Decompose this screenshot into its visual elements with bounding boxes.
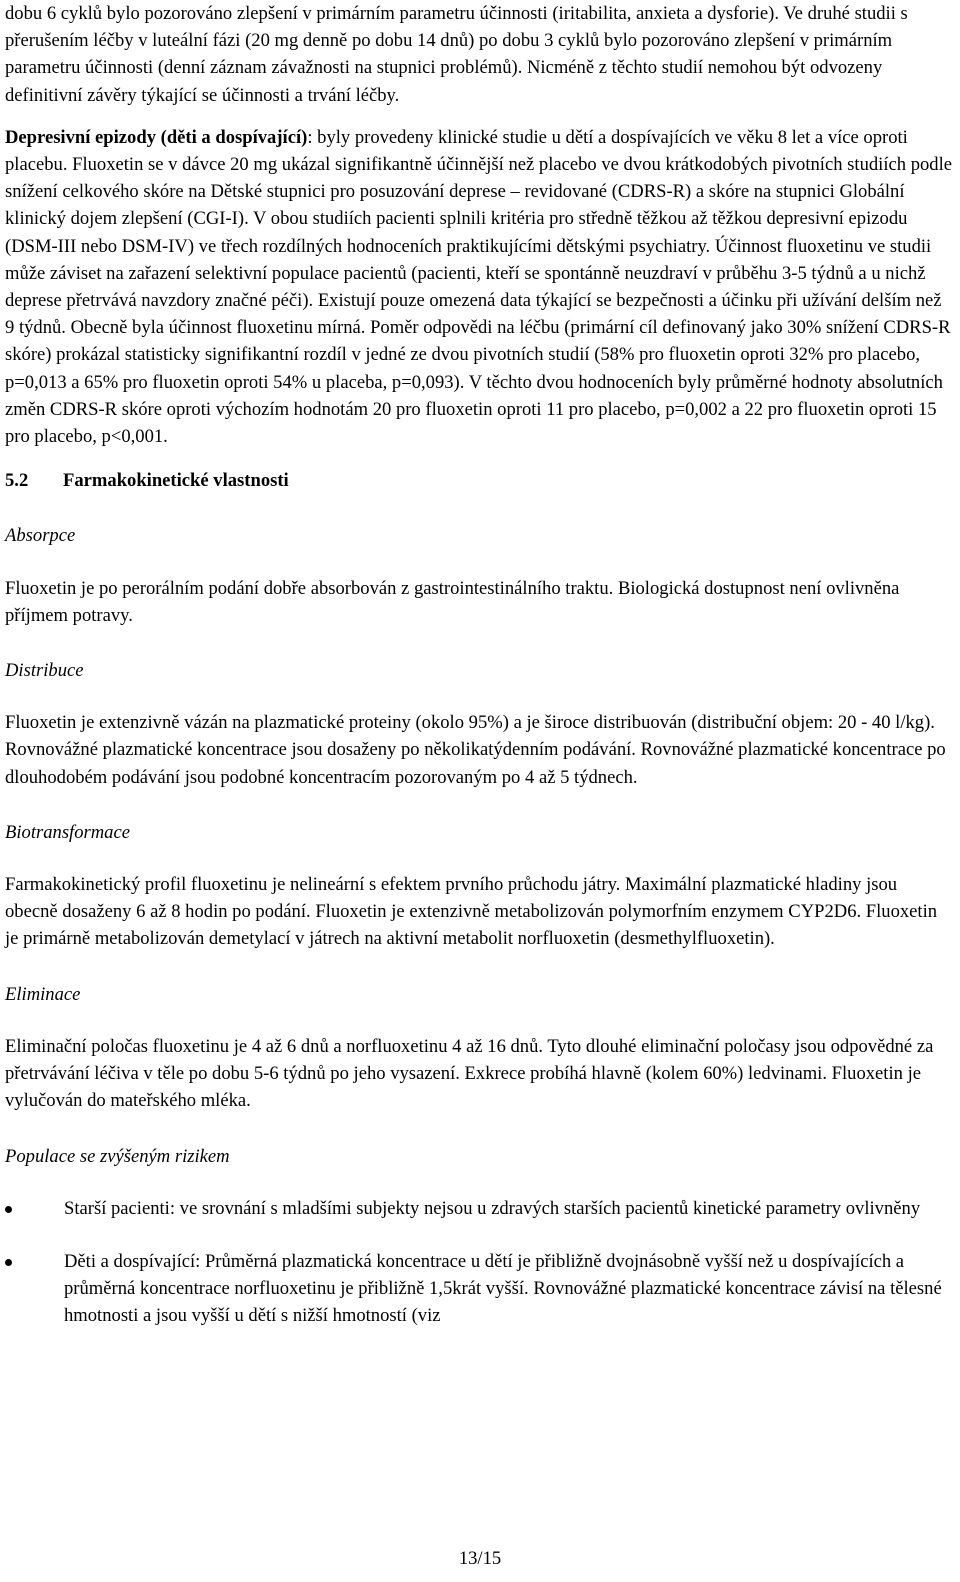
biotransformation-title: Biotransformace — [5, 821, 130, 843]
depression-text: : byly provedeny klinické studie u dětí a dospívajících ve věku 8 let a více oproti placebu. Fluoxetin se v dávce 20 mg ukázal signifikantně účinnější než placebo ve dvou krátkodobých pivotních studiích podle snížení celkového skóre na Dětské stupnici pro posuzování deprese – revidované (CDRS-R) a skóre na stupnici Globální klinický dojem zlepšení (CGI-I). V obou studiích pacienti splnili kritéria pro středně těžkou až těžkou depresivní epizodu (DSM-III nebo DSM-IV) ve třech rozdílných hodnoceních praktikujícími dětskými psychiatry. Účinnost fluoxetinu ve studii může záviset na zařazení selektivní populace pacientů (pacienti, kteří se spontánně neuzdraví v průběhu 3-5 týdnů a u nichž deprese přetrvává navzdory značné péči). Existují pouze omezená data týkající se bezpečnosti a účinku při užívání delším než 9 týdnů. Obecně byla účinnost fluoxetinu mírná. Poměr odpovědi na léčbu (primární cíl definovaný jako 30% snížení CDRS-R skóre) prokázal statisticky signifikantní rozdíl v jedné ze dvou pivotních studií (58% pro fluoxetin oproti 32% pro placebo, p=0,013 a 65% pro fluoxetin oproti 54% u placeba, p=0,093). V těchto dvou hodnoceních byly průměrné hodnoty absolutních změn CDRS-R skóre oproti výchozím hodnotám 20 pro fluoxetin oproti 11 pro placebo, p=0,002 a 22 pro fluoxetin oproti 15 pro placebo, p<0,001. — [5, 126, 953, 448]
depression-paragraph — [5, 124, 953, 450]
page-number: 13/15 — [458, 1548, 502, 1569]
elimination-title: Eliminace — [5, 983, 81, 1005]
bullet-icon — [5, 1206, 12, 1213]
risk-population-title: Populace se zvýšeným rizikem — [5, 1145, 230, 1167]
distribution-title: Distribuce — [5, 660, 84, 682]
depression-heading: Depresivní epizody (děti a dospívající) — [5, 126, 308, 148]
section-title: Farmakokinetické vlastnosti — [63, 470, 289, 492]
section-number: 5.2 — [5, 470, 29, 492]
document-page — [5, 0, 953, 1330]
intro-paragraph: dobu 6 cyklů bylo pozorováno zlepšení v primárním parametru účinnosti (iritabilita, anxieta a dysforie). Ve druhé studii s přerušením léčby v luteální fázi (20 mg denně po dobu 14 dnů) po dobu 3 cyklů bylo pozorováno zlepšení v primárním parametru účinnosti (denní záznam závažnosti na stupnici problémů). Nicméně z těchto studií nemohou být odvozeny definitivní závěry týkající se účinnosti a trvání léčby. — [5, 3, 908, 106]
list-item — [5, 1195, 953, 1222]
section-heading — [5, 467, 953, 494]
risk-population-list — [5, 1195, 953, 1330]
bullet-icon — [5, 1259, 12, 1266]
distribution-text: Fluoxetin je extenzivně vázán na plazmatické proteiny (okolo 95%) a je široce distribuován (distribuční objem: 20 - 40 l/kg). Rovnovážné plazmatické koncentrace jsou dosaženy po několikatýdenním podávání. Rovnovážné plazmatické koncentrace po dlouhodobém podávání jsou podobné koncentracím pozorovaným po 4 až 5 týdnech. — [5, 712, 946, 788]
elimination-text: Eliminační poločas fluoxetinu je 4 až 6 dnů a norfluoxetinu 4 až 16 dnů. Tyto dlouhé eliminační poločasy jsou odpovědné za přetrvávání léčiva v těle po dobu 5-6 týdnů po jeho vysazení. Exkrece probíhá hlavně (kolem 60%) ledvinami. Fluoxetin je vylučován do mateřského mléka. — [5, 1035, 934, 1112]
list-item — [5, 1248, 953, 1330]
absorption-text: Fluoxetin je po perorálním podání dobře absorbován z gastrointestinálního traktu. Biologická dostupnost není ovlivněna příjmem potravy. — [5, 577, 900, 626]
biotransformation-text: Farmakokinetický profil fluoxetinu je nelineární s efektem prvního průchodu játry. Maximální plazmatické hladiny jsou obecně dosaženy 6 až 8 hodin po podání. Fluoxetin je extenzivně metabolizován polymorfním enzymem CYP2D6. Fluoxetin je primárně metabolizován demetylací v játrech na aktivní metabolit norfluoxetin (desmethylfluoxetin). — [5, 874, 938, 950]
absorption-title: Absorpce — [5, 525, 76, 547]
list-item-text: Starší pacienti: ve srovnání s mladšími subjekty nejsou u zdravých starších pacientů kinetické parametry ovlivněny — [64, 1197, 921, 1219]
list-item-text: Děti a dospívající: Průměrná plazmatická koncentrace u dětí je přibližně dvojnásobně vyšší než u dospívajících a průměrná koncentrace norfluoxetinu je přibližně 1,5krát vyšší. Rovnovážné plazmatické koncentrace závisí na tělesné hmotnosti a jsou vyšší u dětí s nižší hmotností (viz — [64, 1250, 942, 1327]
